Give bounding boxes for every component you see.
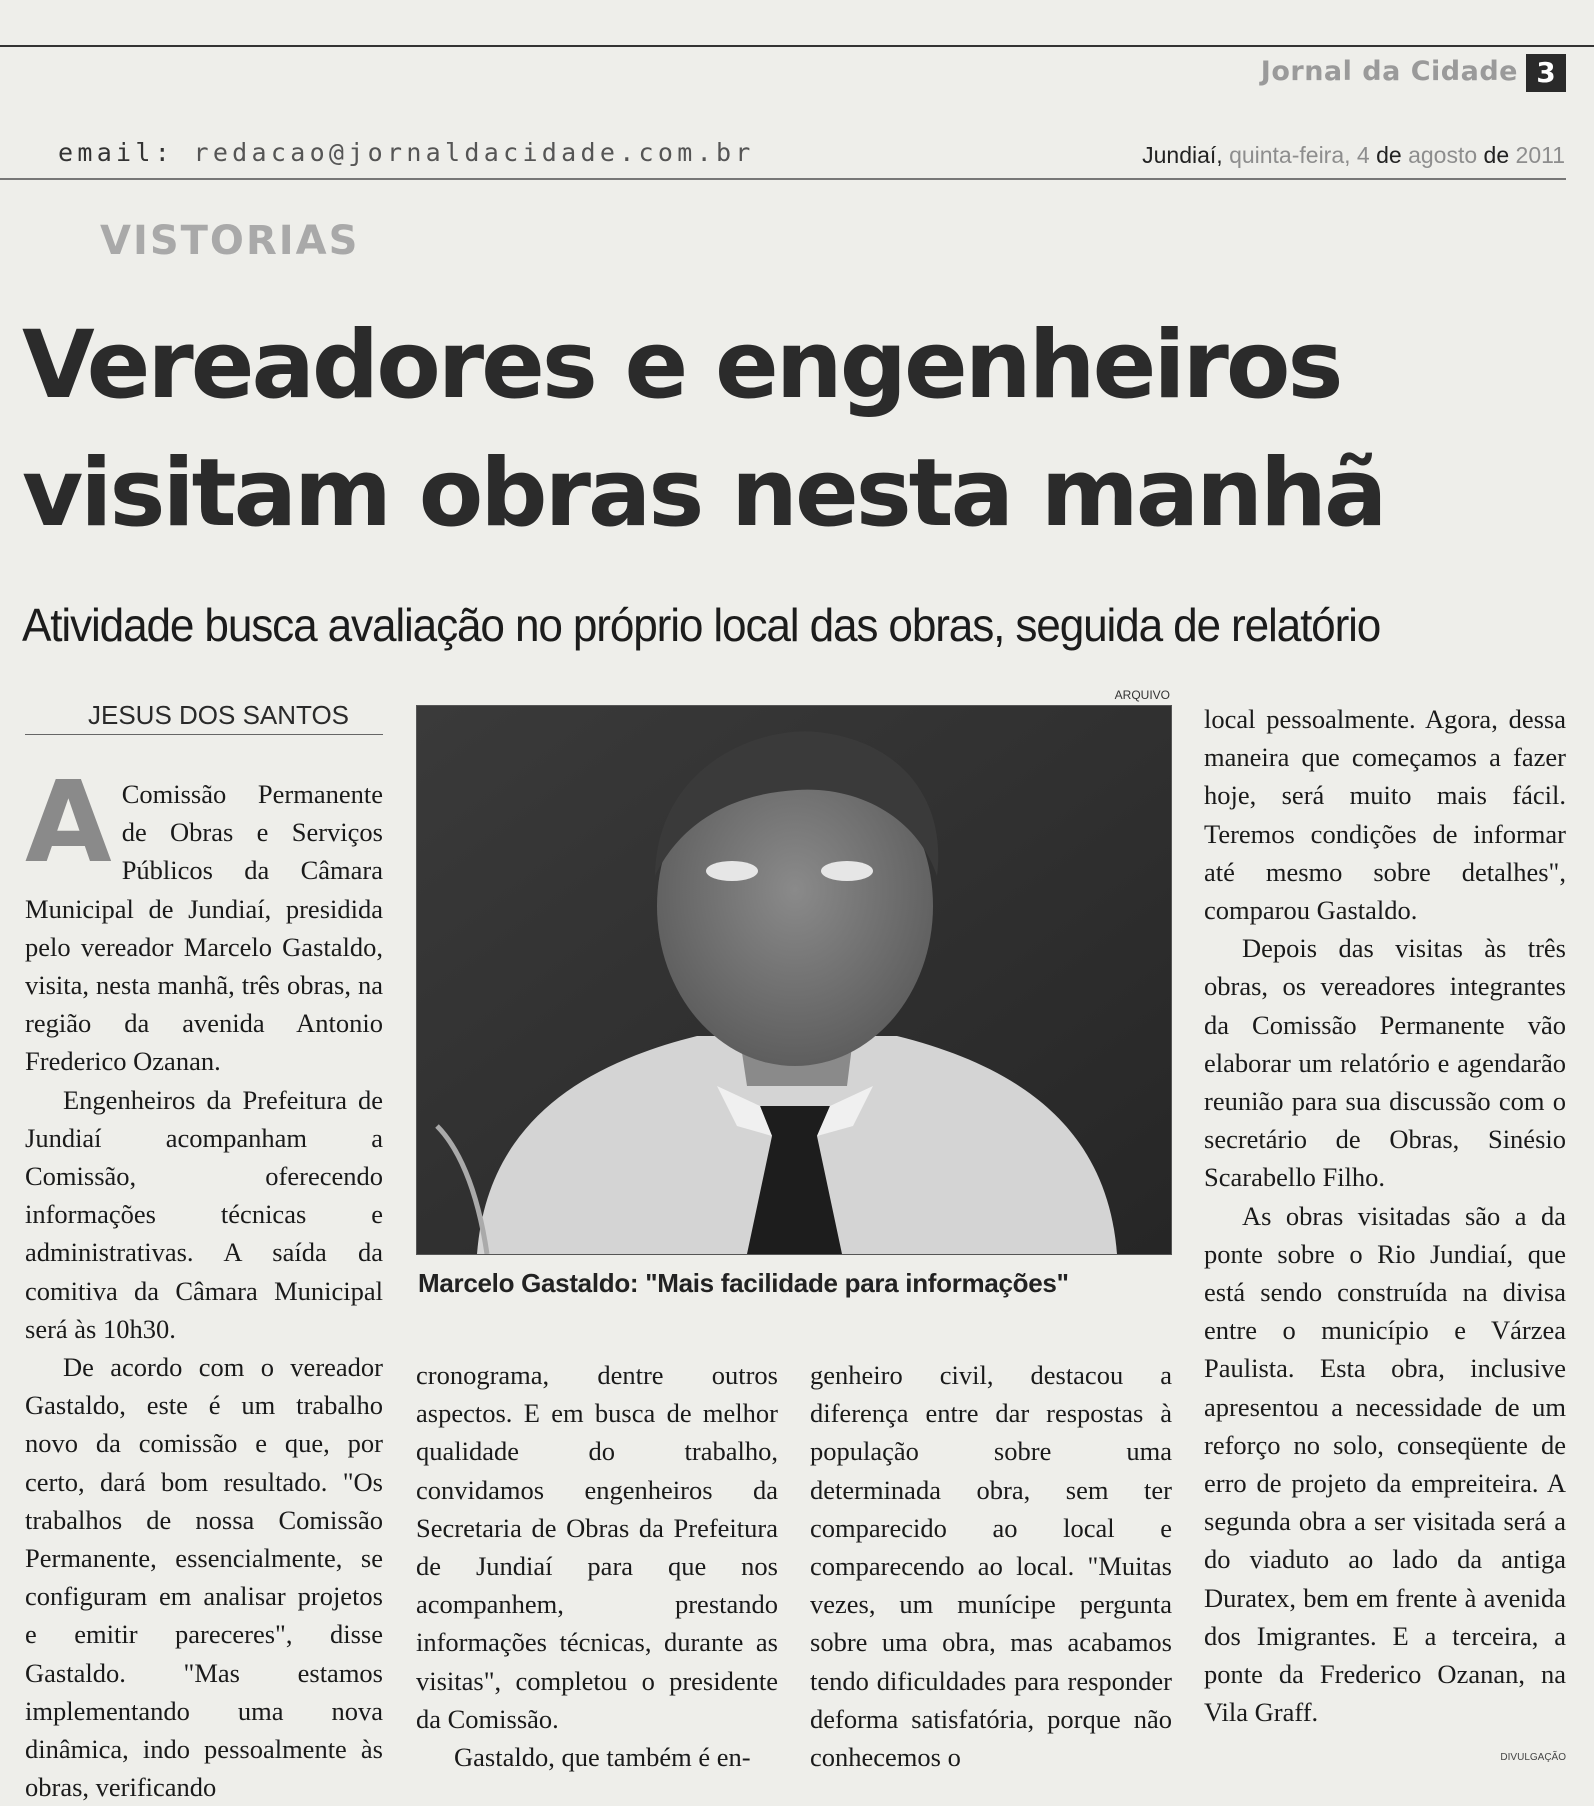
subheadline: Atividade busca avaliação no próprio local das obras, seguida de relatório xyxy=(22,599,1381,651)
paragraph: cronograma, dentre outros aspectos. E em busca de melhor qualidade do trabalho, convidamos engenheiros da Secretaria de Obras da Prefeitura de Jundiaí para que nos acompanhem, prestando informações técnicas, durante as visitas", completou o presidente da Comissão. xyxy=(416,1360,778,1734)
email-address[interactable]: redacao@jornaldacidade.com.br xyxy=(193,138,755,167)
paragraph: Engenheiros da Prefeitura de Jundiaí acompanham a Comissão, oferecendo informações técnicas e administrativas. A saída da comitiva da Câmara Municipal será às 10h30. xyxy=(25,1084,383,1344)
column-2 xyxy=(416,1356,778,1776)
paragraph: Comissão Permanente de Obras e Serviços Públicos da Câmara Municipal de Jundiaí, presidida pelo vereador Marcelo Gastaldo, visita, nesta manhã, três obras, na região da avenida Antonio Frederico Ozanan. xyxy=(25,779,383,1077)
section-label: VISTORIAS xyxy=(100,218,360,264)
page-number: 3 xyxy=(1526,54,1566,92)
photo-caption: Marcelo Gastaldo: "Mais facilidade para informações" xyxy=(418,1268,1069,1298)
paragraph: genheiro civil, destacou a diferença entre dar respostas à população sobre uma determinada obra, sem ter comparecido ao local e comparecendo ao local. "Muitas vezes, um munícipe pergunta sobre uma obra, mas acabamos tendo dificuldades para responder deforma satisfatória, porque não conhecemos o xyxy=(810,1360,1172,1773)
bottom-photo-credit: DIVULGAÇÃO xyxy=(1500,1752,1566,1763)
paragraph: Depois das visitas às três obras, os vereadores integrantes da Comissão Permanente vão elaborar um relatório e agendarão reunião para sua discussão com o secretário de Obras, Sinésio Scarabello Filho. xyxy=(1204,933,1566,1193)
paragraph: As obras visitadas são a da ponte sobre o Rio Jundiaí, que está sendo construída na divisa entre o município e Várzea Paulista. Esta obra, inclusive apresentou a necessidade de um reforço no solo, conseqüente de erro de projeto da empreiteira. A segunda obra a ser visitada será a do viaduto ao lado da antiga Duratex, bem em frente à avenida dos Imigrantes. E a terceira, a ponte da Frederico Ozanan, na Vila Graff. xyxy=(1204,1200,1566,1728)
portrait-photo xyxy=(417,706,1171,1254)
date-weekday: quinta-feira, xyxy=(1229,142,1351,168)
column-1 xyxy=(25,758,383,1806)
date-de-1: de xyxy=(1376,142,1402,168)
headline-line-1: Vereadores e engenheiros xyxy=(22,311,1341,420)
byline-rule xyxy=(25,734,383,735)
byline: JESUS DOS SANTOS xyxy=(88,700,350,730)
email-label: email: xyxy=(58,138,175,167)
article-photo xyxy=(416,705,1172,1255)
publication-name: Jornal da Cidade xyxy=(1260,56,1518,87)
date-day: 4 xyxy=(1356,142,1370,168)
top-rule xyxy=(0,45,1594,47)
column-3 xyxy=(810,1356,1172,1776)
headline xyxy=(22,302,1582,558)
email-line xyxy=(58,138,755,167)
dateline xyxy=(1142,142,1565,169)
column-4 xyxy=(1204,700,1566,1731)
date-city: Jundiaí, xyxy=(1142,142,1223,168)
paragraph: local pessoalmente. Agora, dessa maneira que começamos a fazer hoje, será muito mais fácil. Teremos condições de informar até mesmo sobre detalhes", comparou Gastaldo. xyxy=(1204,704,1566,926)
paragraph: De acordo com o vereador Gastaldo, este é um trabalho novo da comissão e que, por certo, dará bom resultado. "Os trabalhos de nossa Comissão Permanente, essencialmente, se configuram em analisar projetos e emitir pareceres", disse Gastaldo. "Mas estamos implementando uma nova dinâmica, indo pessoalmente às obras, verificando xyxy=(25,1352,383,1803)
drop-cap: A xyxy=(25,758,112,888)
date-month: agosto xyxy=(1408,142,1478,168)
paragraph: Gastaldo, que também é en- xyxy=(454,1742,751,1773)
photo-credit: ARQUIVO xyxy=(1114,688,1170,702)
headline-line-2: visitam obras nesta manhã xyxy=(22,439,1385,548)
date-year: 2011 xyxy=(1515,142,1565,168)
date-de-2: de xyxy=(1483,142,1510,168)
